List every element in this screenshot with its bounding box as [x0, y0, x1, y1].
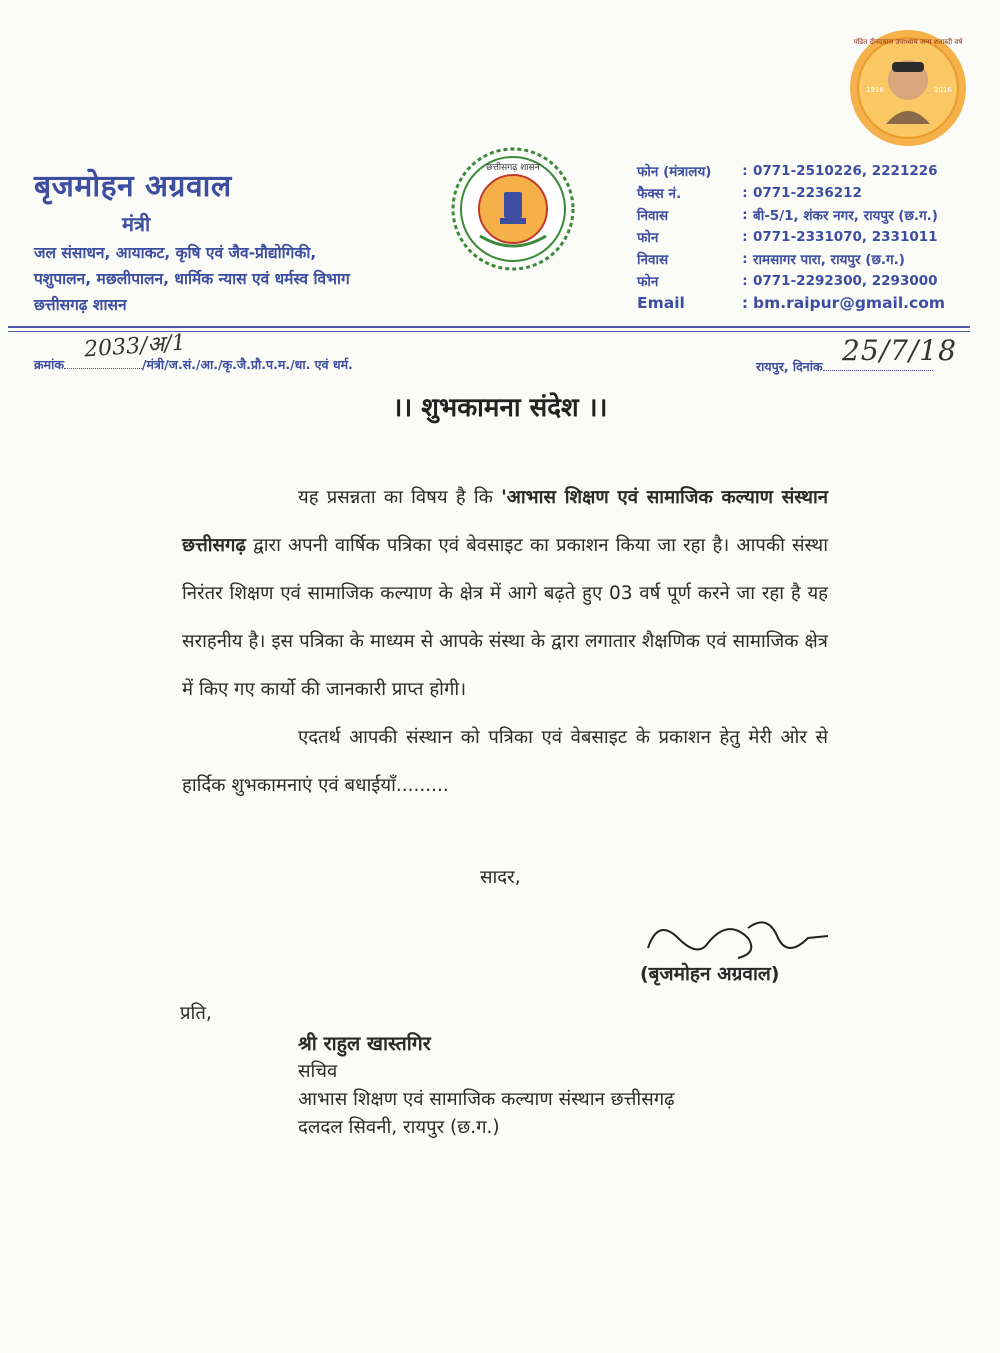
contact-value: 0771-2236212 — [753, 185, 862, 201]
contact-label: निवास — [637, 252, 669, 268]
contact-row: फोन : 0771-2292300, 2293000 — [637, 273, 938, 290]
reference-line — [34, 356, 353, 373]
contact-label: फोन (मंत्रालय) — [637, 164, 712, 180]
paragraph-2: एदतर्थ आपकी संस्थान को पत्रिका एवं वेबसाइट के प्रकाशन हेतु मेरी ओर से हार्दिक शुभकामनाएं एवं बधाईयाँ......... — [182, 727, 828, 796]
handwritten-reference-number: 2033/अ/1 — [83, 330, 187, 363]
contact-row: फोन : 0771-2331070, 2331011 — [637, 229, 938, 246]
department-line: पशुपालन, मछलीपालन, धार्मिक न्यास एवं धर्मस्व विभाग — [34, 270, 350, 288]
contact-value: रामसागर पारा, रायपुर (छ.ग.) — [753, 252, 905, 268]
contact-label: फैक्स नं. — [637, 186, 682, 202]
contact-row: निवास : बी-5/1, शंकर नगर, रायपुर (छ.ग.) — [637, 207, 938, 224]
seal-text: पंडित दीनदयाल उपाध्याय जन्म शताब्दी वर्ष — [853, 38, 963, 46]
email-value: bm.raipur@gmail.com — [753, 294, 946, 312]
contact-label: निवास — [637, 208, 669, 224]
place-date-label: रायपुर, दिनांक — [756, 359, 823, 374]
contact-table — [637, 160, 945, 314]
department-line: छत्तीसगढ़ शासन — [34, 296, 127, 314]
recipient-address: दलदल सिवनी, रायपुर (छ.ग.) — [298, 1117, 500, 1138]
emblem-text: छत्तीसगढ़ शासन — [486, 163, 540, 173]
contact-row: फोन (मंत्रालय) : 0771-2510226, 2221226 — [637, 163, 938, 180]
contact-value: 0771-2331070, 2331011 — [753, 229, 938, 245]
birth-centenary-seal — [848, 28, 968, 148]
contact-row-email: Email : bm.raipur@gmail.com — [637, 294, 946, 312]
paragraph-1: यह प्रसन्नता का विषय है कि 'आभास शिक्षण एवं सामाजिक कल्याण संस्थान छत्तीसगढ़ द्वारा अपनी वार्षिक पत्रिका एवं बेवसाइट का प्रकाशन किया जा रहा है। आपकी संस्था निरंतर शिक्षण एवं सामाजिक कल्याण के क्षेत्र में आगे बढ़ते हुए 03 वर्ष पूर्ण करने जा रहा है यह सराहनीय है। इस पत्रिका के माध्यम से आपके संस्था के द्वारा लगातार शैक्षणिक एवं सामाजिक क्षेत्र में किए गए कार्यो की जानकारी प्राप्त होगी। — [182, 487, 828, 700]
department-block — [34, 240, 350, 318]
contact-row: निवास : रामसागर पारा, रायपुर (छ.ग.) — [637, 251, 905, 268]
contact-label: फोन — [637, 274, 659, 290]
contact-label: फोन — [637, 230, 659, 246]
date-line — [756, 358, 933, 375]
seal-year-start: 1916 — [866, 86, 884, 94]
reference-suffix: /मंत्री/ज.सं./आ./कृ.जै.प्रौ.प.म./धा. एवं धर्म. — [141, 357, 353, 372]
minister-title: मंत्री — [122, 212, 151, 236]
minister-name: बृजमोहन अग्रवाल — [34, 169, 232, 204]
contact-value: 0771-2510226, 2221226 — [753, 163, 938, 179]
organization-name-bold: 'आभास शिक्षण एवं सामाजिक कल्याण संस्थान छत्तीसगढ़ — [182, 487, 828, 556]
contact-value: बी-5/1, शंकर नगर, रायपुर (छ.ग.) — [753, 208, 938, 224]
closing: सादर, — [480, 867, 521, 888]
letter-body — [182, 474, 828, 810]
contact-label: Email — [637, 294, 685, 312]
recipient-designation: सचिव — [298, 1061, 338, 1082]
state-emblem — [450, 146, 576, 272]
recipient-name: श्री राहुल खास्तगिर — [298, 1032, 431, 1055]
seal-year-end: 2016 — [934, 86, 952, 94]
signatory-name: (बृजमोहन अग्रवाल) — [640, 963, 780, 985]
handwritten-date: 25/7/18 — [842, 334, 957, 367]
contact-value: 0771-2292300, 2293000 — [753, 273, 938, 289]
contact-row: फैक्स नं. : 0771-2236212 — [637, 185, 862, 202]
recipient-block — [298, 1030, 675, 1142]
recipient-organization: आभास शिक्षण एवं सामाजिक कल्याण संस्थान छत्तीसगढ़ — [298, 1089, 675, 1110]
letter-heading: ।। शुभकामना संदेश ।। — [392, 393, 608, 423]
department-line: जल संसाधन, आयाकट, कृषि एवं जैव-प्रौद्योगिकी, — [34, 244, 317, 262]
reference-prefix: क्रमांक — [34, 357, 64, 372]
recipient-prefix: प्रति, — [180, 1003, 212, 1024]
